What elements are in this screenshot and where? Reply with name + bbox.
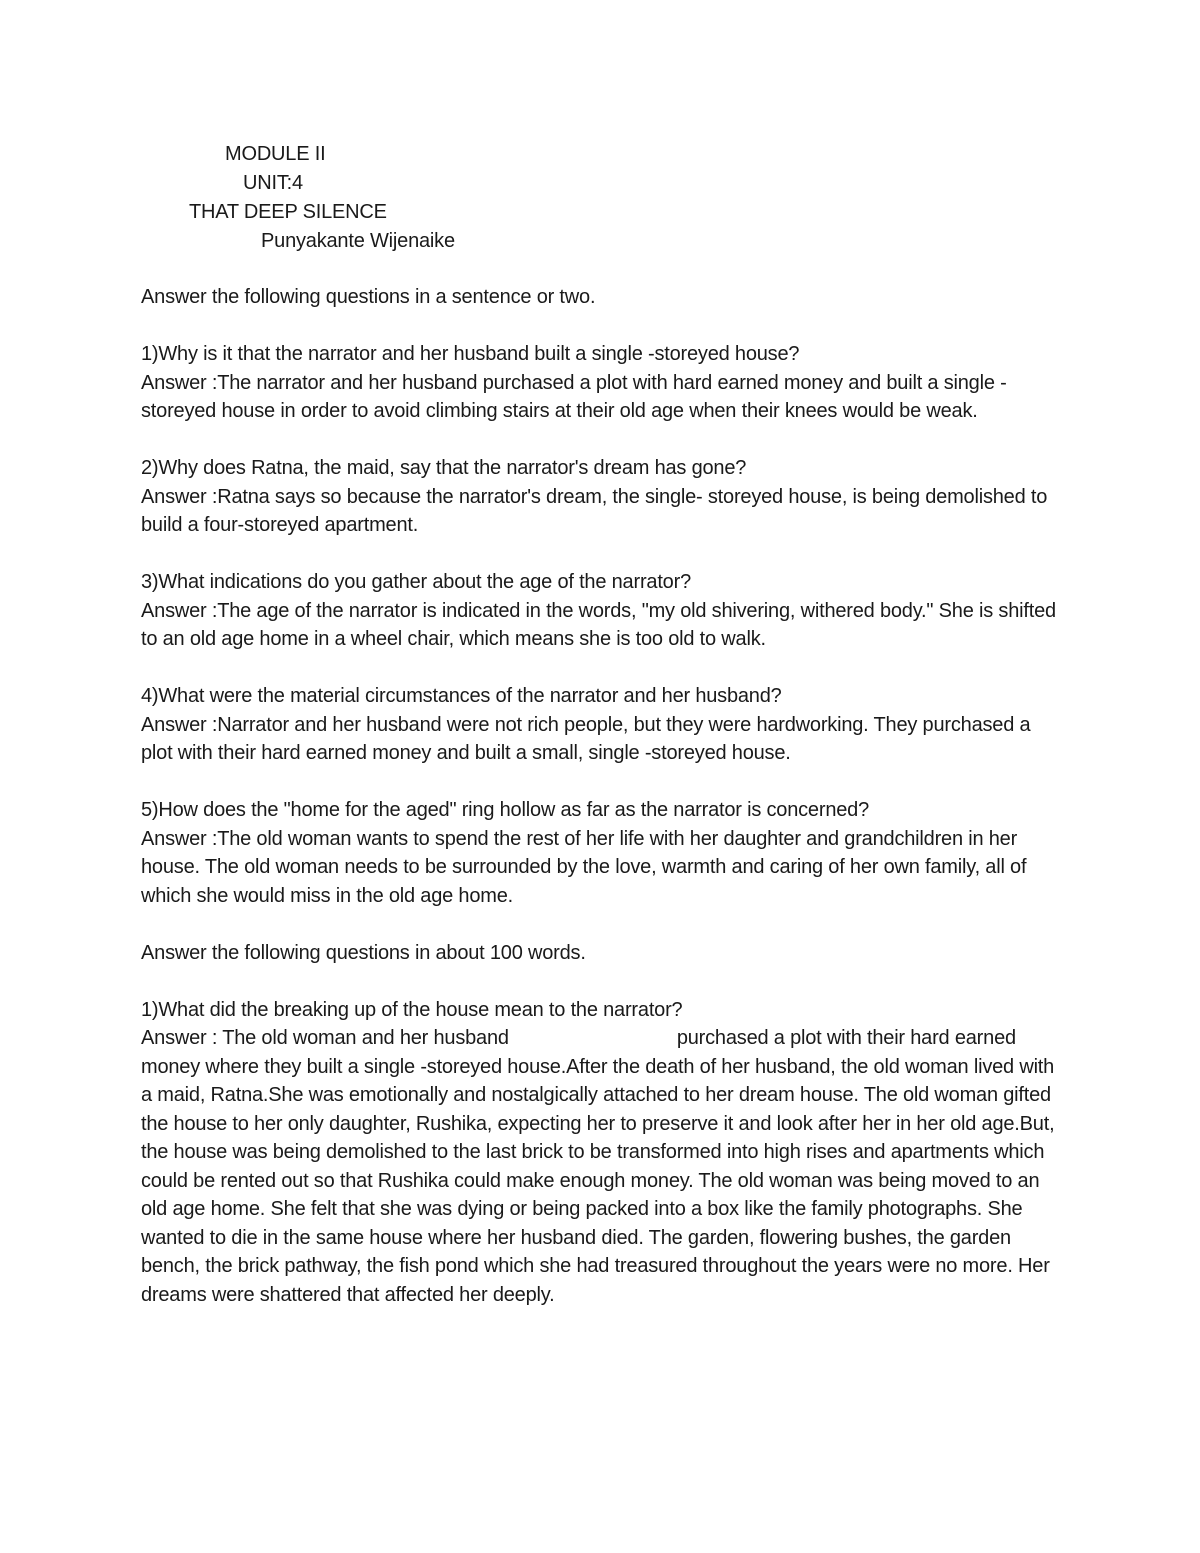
answer-text: Answer :Ratna says so because the narrator's dream, the single- storeyed house, is being demolished to build a four-storeyed apartment. [141,485,1048,536]
qa-item-1 [141,340,1061,426]
qa-item-5 [141,796,1061,910]
story-title: THAT DEEP SILENCE [189,201,387,223]
qa-item-3 [141,568,1061,654]
instruction-text: Answer the following questions in a sentence or two. [141,286,596,308]
question-text: 3)What indications do you gather about the age of the narrator? [141,571,691,593]
author-name: Punyakante Wijenaike [261,230,455,252]
module-heading: MODULE II [225,143,326,165]
answer-text [141,1024,1061,1309]
question-text: 1)Why is it that the narrator and her husband built a single -storeyed house? [141,343,800,365]
section2-instruction [141,939,1061,968]
section1-instruction [141,283,1061,312]
answer-text: Answer :Narrator and her husband were not rich people, but they were hardworking. They purchased a plot with their hard earned money and built a small, single -storeyed house. [141,713,1031,764]
question-text: 4)What were the material circumstances of the narrator and her husband? [141,685,782,707]
qa-item-4 [141,682,1061,768]
question-text: 2)Why does Ratna, the maid, say that the narrator's dream has gone? [141,457,747,479]
document-body [141,283,1061,1338]
long-qa-item-1 [141,996,1061,1310]
question-text: 1)What did the breaking up of the house mean to the narrator? [141,998,683,1021]
instruction-text: Answer the following questions in about 100 words. [141,941,586,964]
answer-text: Answer :The age of the narrator is indicated in the words, "my old shivering, withered body." She is shifted to an old age home in a wheel chair, which means she is too old to walk. [141,599,1056,650]
answer-rest: purchased a plot with their hard earned money where they built a single -storeyed house.After the death of her husband, the old woman lived with a maid, Ratna.She was emotionally and nostalgically attached to her dream house. The old woman gifted the house to her only daughter, Rushika, expecting her to preserve it and look after her in her old age.But, the house was being demolished to the last brick to be transformed into high rises and apartments which could be rented out so that Rushika could make enough money. The old woman was being moved to an old age home. She felt that she was dying or being packed into a box like the family photographs. She wanted to die in the same house where her husband died. The garden, flowering bushes, the garden bench, the brick pathway, the fish pond which she had treasured throughout the years were no more. Her dreams were shattered that affected her deeply. [141,1027,1055,1306]
answer-start: Answer : The old woman and her husband [141,1027,509,1049]
unit-heading: UNIT:4 [243,172,303,194]
answer-text: Answer :The old woman wants to spend the rest of her life with her daughter and grandchildren in her house. The old woman needs to be surrounded by the love, warmth and caring of her own family, all of which she would miss in the old age home. [141,827,1027,907]
answer-text: Answer :The narrator and her husband purchased a plot with hard earned money and built a single -storeyed house in order to avoid climbing stairs at their old age when their knees would be weak. [141,371,1007,422]
question-text: 5)How does the "home for the aged" ring hollow as far as the narrator is concerned? [141,799,870,821]
qa-item-2 [141,454,1061,540]
